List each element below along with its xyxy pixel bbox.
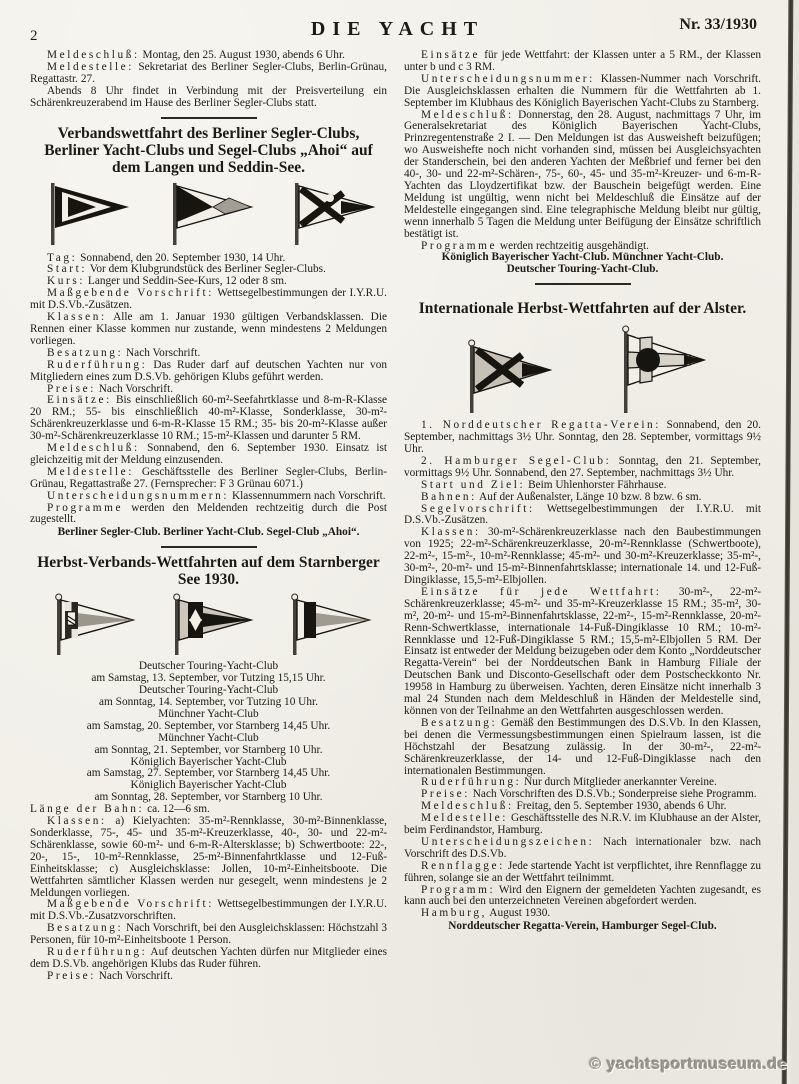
paragraph: Preise: Nach Vorschriften des D.S.Vb.; Sonderpreise siehe Programm.: [421, 788, 757, 801]
spaced-keyword: Kurs:: [47, 275, 86, 288]
paragraph: Länge der Bahn: ca. 12—6 sm.: [30, 803, 210, 816]
paragraph: 1. Norddeutscher Regatta-Verein: Sonnabend, den 20. September, nachmittags 3½ Uhr. Sonntag, den 28. September, vormittags 9½ Uhr.: [404, 419, 761, 456]
spaced-keyword: Klassen:: [47, 311, 107, 324]
section2-schedule: [30, 661, 387, 804]
two-column-layout: [30, 50, 765, 983]
spaced-keyword: Ruderführung:: [47, 358, 148, 371]
paragraph: Bahnen: Auf der Außenalster, Länge 10 bzw. 8 bzw. 6 sm.: [421, 490, 702, 503]
spaced-keyword: Preise:: [47, 969, 96, 982]
schedule-line: Königlich Bayerischer Yacht-Club: [130, 755, 287, 768]
paragraph: Ruderführung: Das Ruder darf auf deutschen Yachten nur von Mitgliedern eines zum D.S.Vb. gehörigen Klubs geführt werden.: [30, 358, 387, 383]
section1-heading: Verbandswettfahrt des Berliner Segler-Clubs, Berliner Yacht-Clubs und Segel-Clubs „Ahoi“ auf dem Langen und Seddin-See.: [44, 124, 373, 176]
section3-heading: Internationale Herbst-Wettfahrten auf der Alster.: [418, 300, 747, 318]
paragraph: Klassen: a) Kielyachten: 35-m²-Rennklasse, 30-m²-Binnenklasse, Sonderklasse, 75-, 45- und 35-m²-Kreuzerklasse, 40-, 30- und 22-m²-Schärenklasse, sowie 60-m²- und 6-m-R-Altersklasse; b) Schwertboote: 22-, 20-, 15-, 10-m²-Rennklasse, 25-m²-Binnenfahrtklasse und 12-Fuß-Einheitsklasse; c) Ausgleichsklasse: Jollen, 10-m²-Einheitsboote. Die Wettfahrten sämtlicher Klassen werden nur gesegelt, wenn mindestens je 2 Meldungen vorliegen.: [30, 815, 387, 899]
paragraph: Maßgebende Vorschrift: Wettsegelbestimmungen der I.Y.R.U. mit D.S.Vb.-Zusätzen.: [30, 287, 387, 312]
paragraph: 2. Hamburger Segel-Club: Sonntag, den 21. September, vormittags 9½ Uhr. Sonnabend, den 27. September, nachmittags 3½ Uhr.: [404, 454, 762, 479]
paragraph: Ruderführung: Auf deutschen Yachten dürfen nur Mitglieder eines dem D.S.Vb. angehörigen Klubs das Ruder führen.: [30, 946, 387, 970]
schedule-line: am Sonntag, 21. September, vor Starnberg 10 Uhr.: [94, 743, 323, 756]
berliner-segler-club-burgee-icon: [39, 180, 135, 250]
right-top-signature-line2: Deutscher Touring-Yacht-Club.: [506, 263, 659, 276]
spaced-keyword: Besatzung:: [47, 922, 124, 935]
section3-signature: Norddeutscher Regatta-Verein, Hamburger Segel-Club.: [448, 920, 717, 933]
right-top-body: [404, 50, 761, 252]
segel-club-ahoi-burgee-icon: [283, 180, 379, 250]
spaced-keyword: Programme: [47, 501, 124, 514]
section1-body: [30, 253, 387, 527]
schedule-line: Münchner Yacht-Club: [158, 707, 259, 720]
paragraph: Meldeschluß: Sonnabend, den 6. September 1930. Einsatz ist gleichzeitig mit der Meldung einzusenden.: [30, 442, 387, 466]
paragraph: Preise: Nach Vorschrift.: [47, 969, 174, 982]
spaced-keyword: Preise:: [47, 382, 96, 395]
spaced-keyword: Besatzung:: [421, 716, 498, 729]
right-top-signature-line1: Königlich Bayerischer Yacht-Club. Münchner Yacht-Club.: [441, 251, 724, 264]
watermark: © yachtsportmuseum.de: [589, 1056, 787, 1073]
spaced-keyword: Unterscheidungszeichen:: [421, 835, 595, 848]
norddeutscher-regatta-verein-burgee-icon: [456, 335, 556, 417]
paragraph: Segelvorschrift: Wettsegelbestimmungen der I.Y.R.U. mit D.S.Vb.-Zusätzen.: [404, 502, 761, 527]
spaced-keyword: Start:: [47, 263, 88, 276]
spaced-keyword: Einsätze: [421, 49, 481, 61]
spaced-keyword: Besatzung:: [47, 346, 124, 359]
schedule-line: Deutscher Touring-Yacht-Club: [138, 684, 279, 697]
spaced-keyword: Einsätze:: [47, 394, 112, 407]
section2-body: [30, 804, 387, 983]
paragraph: Programme werden rechtzeitig ausgehändigt.: [421, 239, 649, 252]
paragraph: Einsätze für jede Wettfahrt: 30-m²-, 22-m²-Schärenkreuzerklasse; 45-m²- und 35-m²-Kreuzerklasse 15 RM.; 35-m², 30-m², 20-m²- und 15-m²-Binnenfahrtsklasse, 22-m²-, 15-m²-Rennklasse, 20-m²-Renn-Schwertklasse, internationale 14-Fuß-Dingiklasse 10 RM.; 10-m²-Rennklasse und 12-Fuß-Dingiklasse 5 RM.; 15,5-m²-Elbjollen 5 RM. Der Einsatz ist entweder der Meldung beizugeben oder dem Konto „Norddeutscher Regatta-Verein“ bei der Norddeutschen Bank in Hamburg Filiale der Deutschen Bank und Disconto-Gesellschaft oder dem Postscheckkonto Nr. 19958 in Hamburg zu überweisen. Yachten, deren Einsätze nicht innerhalb 3 mal 24 Stunden nach dem Meldeschluß in Händen der Meldestelle sind, können von der Teilnahme an den Wettfahrten ausgeschlossen werden.: [404, 585, 761, 717]
paragraph: Rennflagge: Jede startende Yacht ist verpflichtet, ihre Rennflagge zu führen, solange sie an der Wettfahrt teilnimmt.: [404, 859, 761, 884]
hamburger-segel-club-burgee-icon: [610, 325, 710, 417]
spaced-keyword: 2. Hamburger Segel-Club:: [421, 454, 612, 467]
schedule-line: Münchner Yacht-Club: [158, 731, 259, 744]
spaced-keyword: Unterscheidungsnummern:: [47, 489, 230, 502]
section-divider: [161, 117, 257, 119]
paragraph: Meldeschluß: Freitag, den 5. September 1930, abends 6 Uhr.: [421, 800, 727, 813]
schedule-line: am Sonntag, 14. September, vor Tutzing 10 Uhr.: [99, 696, 318, 708]
paragraph: Start und Ziel: Beim Uhlenhorster Fährhause.: [421, 478, 667, 491]
paragraph: Besatzung: Nach Vorschrift, bei den Ausgleichsklassen: Höchstzahl 3 Personen, für 10-m²-Einheitsboote 1 Person.: [30, 922, 387, 947]
schedule-line: Königlich Bayerischer Yacht-Club: [130, 779, 287, 792]
page-header: [30, 10, 765, 50]
schedule-line: am Samstag, 27. September, vor Starnberg 14,45 Uhr.: [86, 767, 331, 780]
paragraph: Meldeschluß: Montag, den 25. August 1930, abends 6 Uhr.: [47, 49, 345, 61]
spaced-keyword: Programm:: [421, 883, 496, 896]
spaced-keyword: Klassen:: [47, 815, 107, 828]
deutscher-touring-yacht-club-burgee-icon: [45, 592, 137, 658]
spaced-keyword: Klassen:: [421, 526, 481, 539]
berliner-yacht-club-burgee-icon: [161, 180, 257, 250]
spaced-keyword: Start und Ziel:: [421, 478, 526, 491]
spaced-keyword: Länge der Bahn:: [30, 803, 145, 816]
paragraph: Besatzung: Nach Vorschrift.: [47, 346, 201, 359]
paragraph: Unterscheidungsnummer: Klassen-Nummer nach Vorschrift. Die Ausgleichsklassen erhalten die Nummern für die Wettfahrten ab 1. September im Klubhaus des Königlich Bayerischen Yacht-Clubs zu Starnberg.: [404, 72, 761, 109]
spaced-keyword: Meldeschluß:: [47, 49, 140, 61]
page-number: 2: [30, 28, 38, 44]
paragraph: Maßgebende Vorschrift: Wettsegelbestimmungen der I.Y.R.U. mit D.S.Vb.-Zusatzvorschriften.: [30, 898, 387, 923]
paragraph: Unterscheidungszeichen: Nach internationaler bzw. nach Vorschrift des D.S.Vb.: [404, 835, 761, 860]
paragraph: Meldestelle: Geschäftsstelle des N.R.V. im Klubhause an der Alster, beim Ferdinandstor, Hamburg.: [404, 812, 761, 837]
left-intro: [30, 50, 387, 110]
section3-burgees: [404, 325, 761, 417]
paragraph: Hamburg, August 1930.: [421, 907, 551, 920]
section-divider: [161, 546, 257, 548]
paragraph: Meldestelle: Sekretariat des Berliner Segler-Clubs, Berlin-Grünau, Regattastr. 27.: [30, 60, 387, 85]
paragraph: Klassen: 30-m²-Schärenkreuzerklasse nach den Baubestimmungen von 1925; 22-m²-Schärenkreuzerklasse, 20-m²-Rennklasse (Schwertboote), 22-m²-, 15-m²-, 10-m²-Rennklasse; 45-m²- und 30-m²-Kreuzerklasse; 35-m²-, 30-m²-, 20-m²- und 15-m²-Binnenfahrtsklasse; internationale 14. und 12-Fuß-Dingiklasse, 15,5-m²-Elbjollen.: [404, 526, 761, 586]
spaced-keyword: Rennflagge:: [421, 859, 505, 872]
spaced-keyword: Maßgebende Vorschrift:: [47, 898, 214, 911]
spaced-keyword: Programme: [421, 239, 498, 252]
paragraph: Besatzung: Gemäß den Bestimmungen des D.S.Vb. In den Klassen, bei denen die Vermessungsbestimmungen einen Spielraum lassen, ist die Höchstzahl der Besatzung zulässig. In der 30-m²-, 22-m²-Schärenkreuzerklasse, der 14- und 12-Fuß-Dingiklasse nach den internationalen Bestimmungen.: [404, 716, 761, 777]
paragraph: Preise: Nach Vorschrift.: [47, 382, 174, 395]
paragraph: Kurs: Langer und Seddin-See-Kurs, 12 oder 8 sm.: [47, 275, 287, 288]
spaced-keyword: Preise:: [421, 788, 470, 801]
paragraph: Meldestelle: Geschäftsstelle des Berliner Segler-Clubs, Berlin-Grünau, Regattastraße 27. (Fernsprecher: F 3 Grünau 6071.): [30, 465, 387, 490]
section1-signature: Berliner Segler-Club. Berliner Yacht-Club. Segel-Club „Ahoi“.: [57, 526, 360, 539]
masthead-title: DIE YACHT: [310, 18, 485, 40]
paragraph: Unterscheidungsnummern: Klassennummern nach Vorschrift.: [47, 489, 386, 502]
spaced-keyword: Meldestelle:: [47, 60, 135, 73]
spaced-keyword: Meldestelle:: [47, 465, 135, 478]
spaced-keyword: Segelvorschrift:: [421, 502, 535, 515]
paragraph: Klassen: Alle am 1. Januar 1930 gültigen Verbandsklassen. Die Rennen einer Klasse kommen nur zustande, wenn mindestens 2 Meldungen vorliegen.: [30, 311, 387, 347]
section3-body: [404, 420, 761, 920]
spaced-keyword: Einsätze für jede Wettfahrt:: [421, 585, 662, 598]
schedule-line: am Samstag, 20. September, vor Starnberg 14,45 Uhr.: [86, 719, 331, 732]
paragraph: Einsätze für jede Wettfahrt: der Klassen unter a 5 RM., der Klassen unter b und c 3 RM.: [404, 49, 761, 73]
paragraph: Meldeschluß: Donnerstag, den 28. August, nachmittags 7 Uhr, im Generalsekretariat des Königlich Bayerischen Yacht-Clubs, Prinzregentenstraße 2 I. — Den Meldungen ist das Ausweisheft beizufügen; wo Ausweishefte noch nicht vorhanden sind, müssen bei Ausgleichsyachten der Standerschein, bei den anderen Yachten der Meßbrief und ferner bei den 40-, 30- und 22-m²-Schären-, 75-, 60-, 45- und 35-m²-Kreuzer- und 6-m-R-Yachten das Lloydzertifikat bzw. der Bauschein beigefügt werden. Eine Meldung ist ungültig, wenn nicht bei Meldeschluß die Einsätze auf der Meldestelle eingegangen sind. Eine telegraphische Meldung bleibt nur gültig, wenn innerhalb 5 Tagen die Meldung unter Beifügung der Einsätze schriftlich bestätigt ist.: [404, 108, 761, 240]
spaced-keyword: Meldeschluß:: [421, 108, 514, 121]
section1-burgees: [30, 180, 387, 250]
section-divider: [535, 283, 631, 285]
paragraph: Programm: Wird den Eignern der gemeldeten Yachten zugesandt, es kann auch bei den unterzeichneten Vereinen abgefordert werden.: [404, 883, 761, 908]
right-column: [404, 50, 761, 983]
section2-burgees: [30, 592, 387, 658]
spaced-keyword: 1. Norddeutscher Regatta-Verein:: [421, 419, 662, 432]
spaced-keyword: Bahnen:: [421, 490, 477, 503]
spaced-keyword: Meldeschluß:: [421, 800, 514, 813]
spaced-keyword: Unterscheidungsnummer:: [421, 72, 595, 85]
paragraph: Tag: Sonnabend, den 20. September 1930, 14 Uhr.: [47, 251, 286, 264]
spaced-keyword: Meldestelle:: [421, 812, 509, 825]
left-column: [30, 50, 387, 983]
muenchner-yacht-club-burgee-icon: [163, 592, 255, 658]
koeniglich-bayerischer-yacht-club-burgee-icon: [281, 592, 373, 658]
spaced-keyword: Ruderführung:: [47, 946, 148, 959]
spaced-keyword: Hamburg,: [421, 907, 488, 920]
paragraph: Einsätze: Bis einschließlich 60-m²-Seefahrtklasse und 8-m-R-Klasse 20 RM.; 55- bis einschließlich 40-m²-Klasse, Sonderklasse, 30-m²-Schärenkreuzerklasse und 6-m-R-Klasse 15 RM.; 35- bis 20-m²-Klasse außer 30-m²-Schärenkreuzerklasse 10 RM.; 15-m²-Klassen und darunter 5 RM.: [30, 394, 387, 443]
issue-number: Nr. 33/1930: [679, 16, 757, 33]
spaced-keyword: Maßgebende Vorschrift:: [47, 287, 214, 300]
spaced-keyword: Meldeschluß:: [47, 442, 140, 455]
section2-heading: Herbst-Verbands-Wettfahrten auf dem Starnberger See 1930.: [37, 554, 380, 589]
paragraph: Programme werden den Meldenden rechtzeitig durch die Post zugestellt.: [30, 501, 387, 526]
spaced-keyword: Ruderführung:: [421, 776, 522, 789]
paragraph: Start: Vor dem Klubgrundstück des Berliner Segler-Clubs.: [47, 263, 326, 276]
schedule-line: Deutscher Touring-Yacht-Club: [138, 660, 279, 673]
paragraph: Ruderführung: Nur durch Mitglieder anerkannter Vereine.: [421, 776, 717, 789]
paragraph: Abends 8 Uhr findet in Verbindung mit der Preisverteilung ein Schärenkreuzerabend im Hause des Berliner Segler-Clubs statt.: [30, 84, 387, 109]
schedule-line: am Sonntag, 28. September, vor Starnberg 10 Uhr.: [94, 791, 323, 804]
schedule-line: am Samstag, 13. September, vor Tutzing 15,15 Uhr.: [91, 672, 326, 685]
spaced-keyword: Tag:: [47, 251, 78, 264]
